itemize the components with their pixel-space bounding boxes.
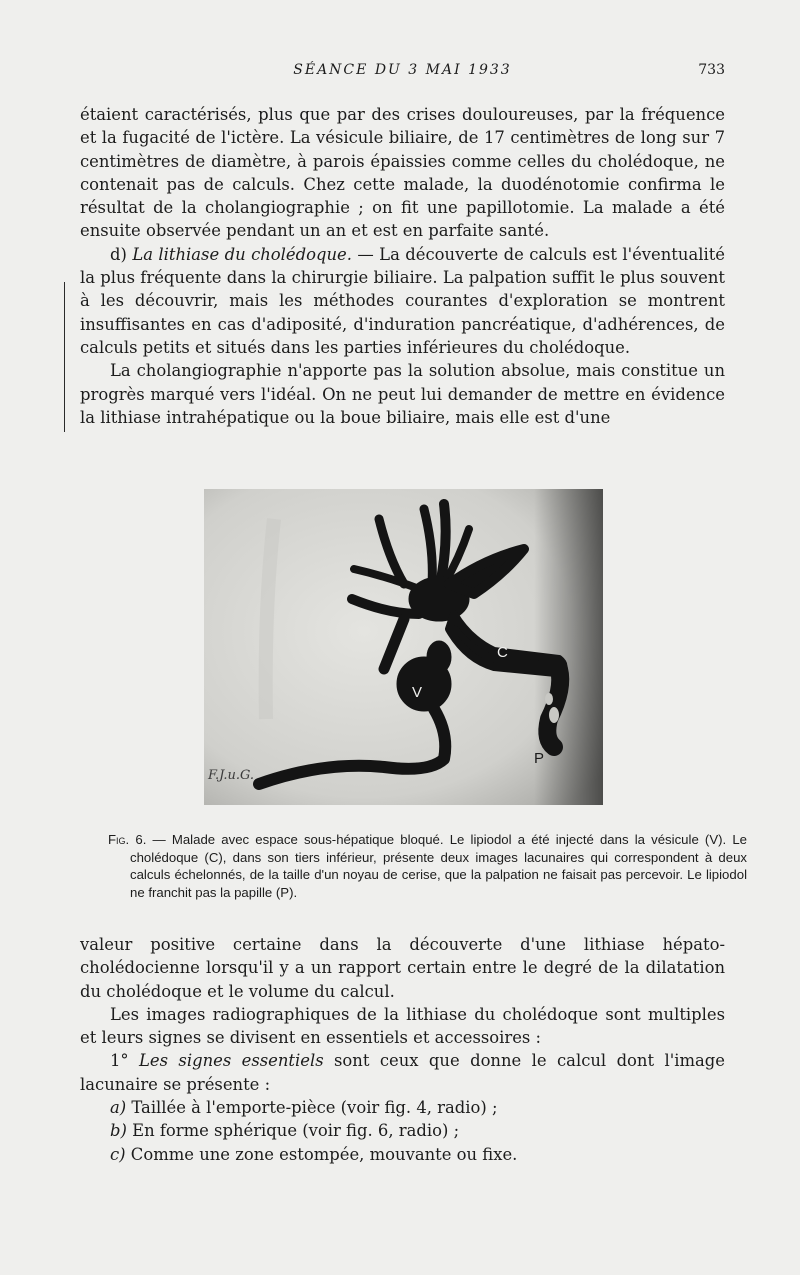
- section-label: d): [110, 244, 127, 264]
- list-text: Taillée à l'emporte-pièce (voir fig. 4, radio) ;: [126, 1098, 498, 1118]
- list-item: [80, 1143, 725, 1166]
- list-label: c): [110, 1144, 126, 1164]
- paragraph-text: — La découverte de calculs est l'éventualité la plus fréquente dans la chirurgie biliaire. La palpation suffit le plus souvent à les découvrir, mais les méthodes courantes d'exploration se montrent insuffisantes en cas d'adiposité, d'induration pancréatique, d'adhérences, de calculs petits et situés dans les parties inférieures du cholédoque.: [80, 244, 725, 357]
- list-text: Comme une zone estompée, mouvante ou fixe.: [125, 1144, 518, 1164]
- section-heading: La lithiase du cholédoque.: [132, 244, 352, 264]
- paragraph-signes: [80, 1049, 725, 1096]
- margin-mark: [64, 282, 65, 432]
- figure-caption: [108, 831, 747, 901]
- radiograph-image: [204, 489, 603, 805]
- running-title: SÉANCE DU 3 MAI 1933: [293, 62, 512, 78]
- paragraph: étaient caractérisés, plus que par des crises douloureuses, par la fréquence et la fugacité de l'ictère. La vésicule biliaire, de 17 centimètres de long sur 7 centimètres de diamètre, à parois épaissies comme celles du cholédoque, ne contenait pas de calculs. Chez cette malade, la duodénotomie confirma le résultat de la cholangiographie ; on fit une papillotomie. La malade a été ensuite observée pendant un an et est en parfaite santé.: [80, 105, 725, 241]
- label-c: C: [497, 644, 508, 661]
- paragraph-lithiase: [80, 243, 725, 359]
- signes-heading: Les signes essentiels: [139, 1051, 324, 1071]
- list-label: a): [110, 1098, 127, 1118]
- paragraph-text: sont ceux que donne le calcul dont l'image lacunaire se présente :: [80, 1051, 725, 1094]
- paragraph: La cholangiographie n'apporte pas la solution absolue, mais constitue un progrès marqué vers l'idéal. On ne peut lui demander de mettre en évidence la lithiase intrahépatique ou la boue biliaire, mais elle est d'une: [80, 361, 725, 427]
- label-v: V: [412, 684, 423, 701]
- list-item: [80, 1096, 725, 1119]
- list-item: [80, 1119, 725, 1142]
- caption-text: — Malade avec espace sous-hépatique bloqué. Le lipiodol a été injecté dans la vésicule (V). Le cholédoque (C), dans son tiers inférieur, présente deux images lacunaires qui correspondent à deux calculs échelonnés, de la taille d'un noyau de cerise, que la palpation ne faisait pas percevoir. Le lipiodol ne franchit pas la papille (P).: [130, 832, 747, 900]
- body-text-top: [80, 103, 725, 429]
- radiograph-signature: F.J.u.G.: [208, 768, 255, 783]
- page-number: 733: [698, 62, 725, 78]
- paragraph: valeur positive certaine dans la découverte d'une lithiase hépato-cholédocienne lorsqu'il y a un rapport certain entre le degré de la dilatation du cholédoque et le volume du calcul.: [80, 935, 725, 1001]
- caption-label: Fig. 6.: [108, 832, 147, 847]
- list-number: 1°: [110, 1051, 129, 1071]
- list-text: En forme sphérique (voir fig. 6, radio) ;: [126, 1121, 460, 1141]
- running-header: [80, 62, 725, 82]
- list-label: b): [110, 1121, 127, 1141]
- label-p: P: [534, 750, 545, 767]
- body-text-bottom: [80, 933, 725, 1166]
- paragraph: Les images radiographiques de la lithiase du cholédoque sont multiples et leurs signes se divisent en essentiels et accessoires :: [80, 1004, 725, 1048]
- radiograph-figure: [204, 489, 603, 805]
